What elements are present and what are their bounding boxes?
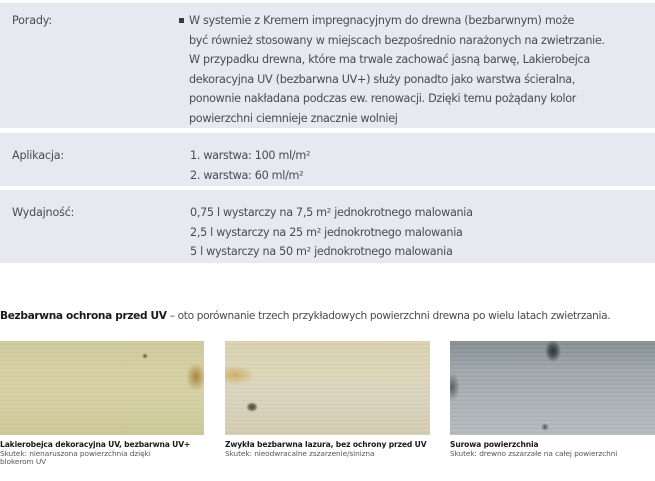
spec-label: Aplikacja:: [12, 149, 64, 162]
sample-effect: Skutek: drewno zszarzałe na całej powierzchni: [450, 448, 618, 458]
spec-label: Porady:: [12, 14, 52, 27]
text-line: 5 l wystarczy na 50 m² jednokrotnego malowania: [190, 245, 453, 258]
spec-label: Wydajność:: [12, 206, 75, 219]
spec-value: [190, 146, 310, 185]
sample-effect: Skutek: nieodwracalne zszarzenie/sinizna: [225, 448, 375, 458]
wood-sample-image: [225, 341, 430, 435]
text-line: 0,75 l wystarczy na 7,5 m² jednokrotnego malowania: [190, 206, 473, 219]
sample-title: Surowa powierzchnia: [450, 440, 539, 449]
spec-value: [189, 11, 605, 128]
text-line: 1. warstwa: 100 ml/m²: [190, 149, 311, 162]
comparison-heading-rest: – oto porównanie trzech przykładowych powierzchni drewna po wielu latach zwietrzania.: [166, 310, 611, 322]
spec-row-aplikacja: [0, 133, 655, 186]
bullet-square-icon: [179, 18, 184, 23]
comparison-heading: [0, 309, 610, 323]
sample-effect: Skutek: nienaruszona powierzchnia dzięki: [0, 448, 151, 458]
wood-sample-no-uv-protection: [225, 341, 430, 458]
text-line: W systemie z Kremem impregnacyjnym do drewna (bezbarwnym) może: [189, 14, 575, 27]
wood-sample-uv-protected: [0, 341, 204, 466]
spec-value: [190, 203, 473, 262]
wood-sample-raw: [450, 341, 655, 458]
text-line: być również stosowany w miejscach bezpośrednio narażonych na zwietrzanie.: [189, 33, 605, 47]
wood-sample-image: [0, 341, 204, 435]
spec-row-porady: [0, 3, 655, 128]
sample-title: Zwykła bezbarwna lazura, bez ochrony przed UV: [225, 440, 427, 449]
text-line: W przypadku drewna, które ma trwale zachować jasną barwę, Lakierobejca: [189, 53, 590, 66]
comparison-heading-bold: Bezbarwna ochrona przed UV: [0, 310, 167, 322]
sample-title: Lakierobejca dekoracyjna UV, bezbarwna UV+: [0, 440, 191, 449]
text-line: powierzchni ciemnieje znacznie wolniej: [189, 111, 398, 125]
text-line: dekoracyjna UV (bezbarwna UV+) służy ponadto jako warstwa ścieralna,: [189, 72, 576, 86]
sample-effect: blokerom UV: [0, 456, 47, 466]
wood-sample-image: [450, 341, 655, 435]
text-line: ponownie nakładana podczas ew. renowacji. Dzięki temu pożądany kolor: [189, 92, 577, 105]
text-line: 2,5 l wystarczy na 25 m² jednokrotnego malowania: [190, 225, 463, 239]
text-line: 2. warstwa: 60 ml/m²: [190, 168, 304, 182]
spec-row-wydajnosc: [0, 190, 655, 263]
